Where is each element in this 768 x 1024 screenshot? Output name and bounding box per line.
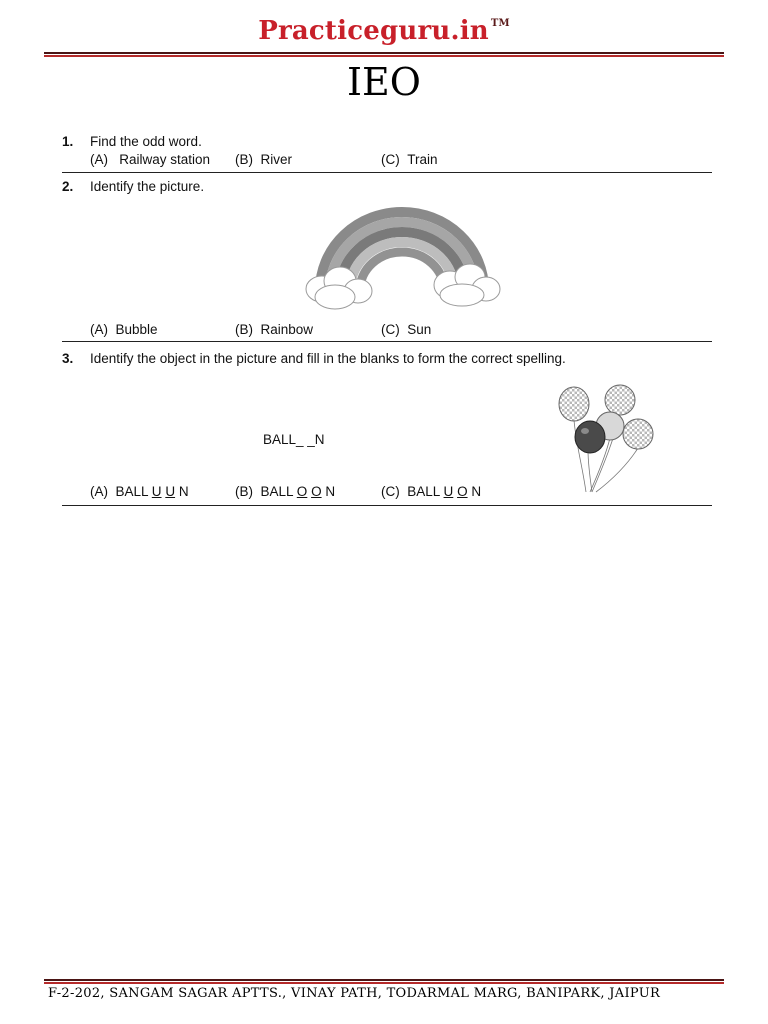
option-b	[235, 484, 335, 499]
question-divider	[62, 172, 712, 173]
question-number: 1.	[62, 134, 74, 149]
option-c	[381, 152, 438, 167]
option-prefix: BALL	[407, 484, 444, 499]
option-suffix: N	[467, 484, 482, 499]
option-c	[381, 484, 481, 499]
option-text: Train	[407, 152, 438, 167]
brand-name: Practiceguru.in	[258, 16, 489, 46]
question-divider	[62, 505, 712, 506]
question-divider	[62, 341, 712, 342]
option-text: Railway station	[119, 152, 211, 167]
rainbow-image	[300, 205, 505, 315]
option-text: Sun	[407, 322, 432, 337]
option-c	[381, 322, 431, 337]
option-text: Rainbow	[260, 322, 314, 337]
question-text: Find the odd word.	[90, 134, 202, 149]
option-letter: (A)	[90, 152, 108, 167]
question-number: 3.	[62, 351, 74, 366]
option-letter: (C)	[381, 322, 400, 337]
option-letter: (A)	[90, 322, 108, 337]
header-divider	[44, 52, 724, 57]
option-fill: O	[296, 484, 308, 499]
brand-logo	[0, 16, 768, 46]
option-a	[90, 322, 158, 337]
page-title: IEO	[347, 60, 421, 104]
option-suffix: N	[321, 484, 336, 499]
blank-word: BALL_ _N	[263, 432, 325, 447]
option-b	[235, 322, 313, 337]
option-b	[235, 152, 292, 167]
option-fill: U	[443, 484, 454, 499]
question-text: Identify the object in the picture and fill in the blanks to form the correct spelling.	[90, 351, 566, 366]
question-text: Identify the picture.	[90, 179, 205, 194]
trademark-mark: TM	[490, 18, 510, 29]
option-prefix: BALL	[115, 484, 152, 499]
question-number: 2.	[62, 179, 74, 194]
footer-address: F-2-202, SANGAM SAGAR APTTS., VINAY PATH, TODARMAL MARG, BANIPARK, JAIPUR	[48, 986, 661, 1001]
option-text: River	[260, 152, 293, 167]
option-fill: U	[151, 484, 162, 499]
option-letter: (C)	[381, 484, 400, 499]
option-letter: (B)	[235, 322, 253, 337]
option-letter: (B)	[235, 484, 253, 499]
balloons-image	[552, 384, 662, 496]
option-a	[90, 152, 210, 167]
option-text: Bubble	[115, 322, 158, 337]
option-fill: U	[165, 484, 176, 499]
footer-divider	[44, 979, 724, 984]
option-a	[90, 484, 189, 499]
option-fill: O	[457, 484, 468, 499]
option-prefix: BALL	[260, 484, 297, 499]
option-letter: (B)	[235, 152, 253, 167]
option-suffix: N	[175, 484, 189, 499]
option-letter: (A)	[90, 484, 108, 499]
option-letter: (C)	[381, 152, 400, 167]
option-fill: O	[311, 484, 322, 499]
